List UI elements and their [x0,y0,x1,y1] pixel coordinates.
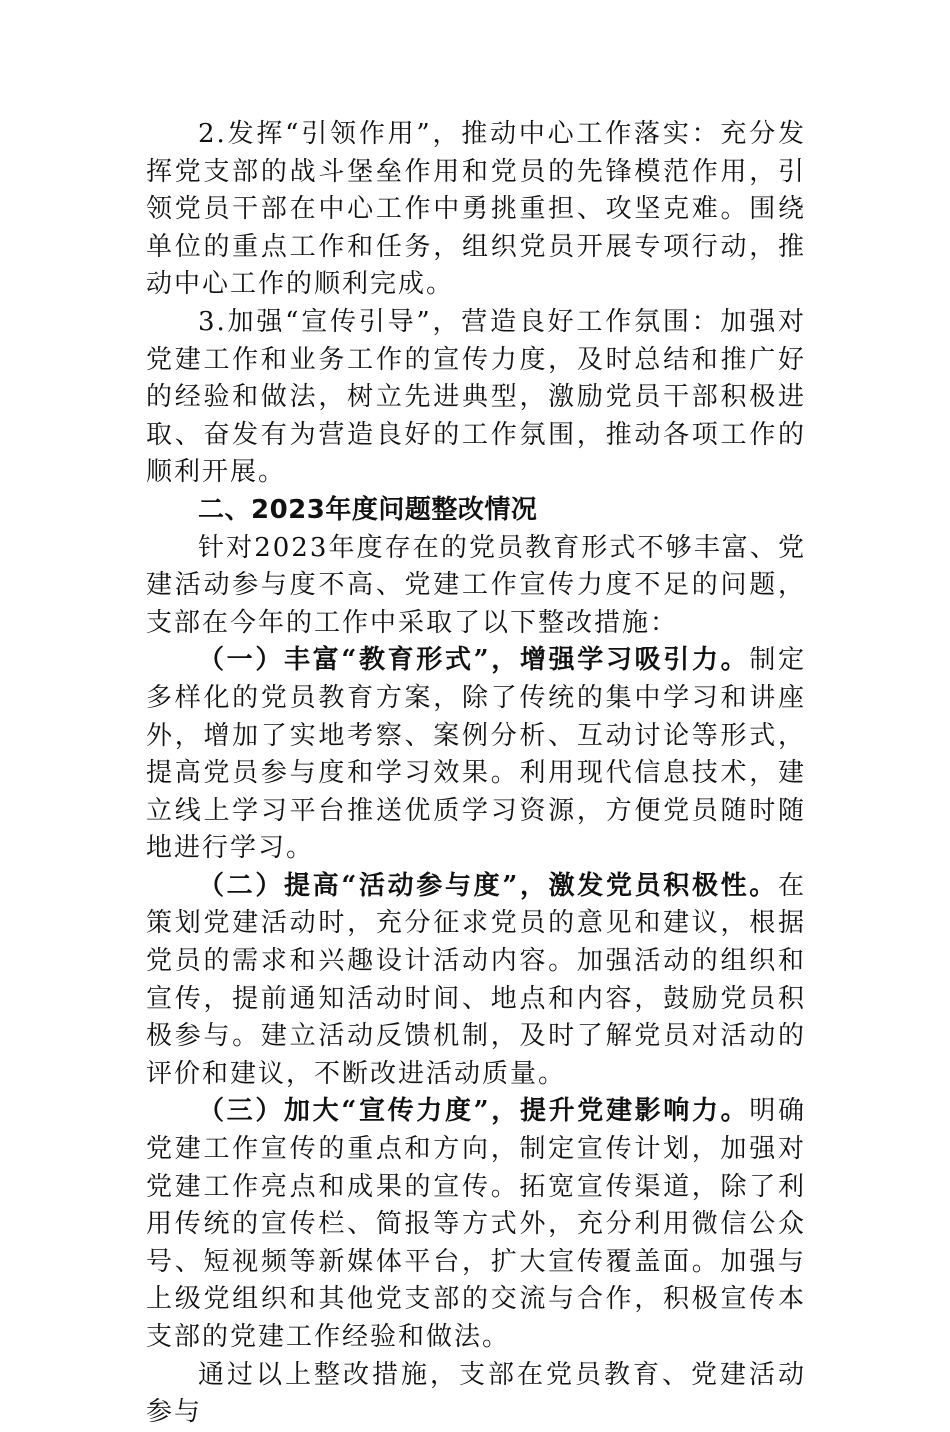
measure-paragraph-3 [146,1093,806,1356]
measure-body-1: 制定多样化的党员教育方案，除了传统的集中学习和讲座外，增加了实地考察、案例分析、互动讨论等形式，提高党员参与度和学习效果。利用现代信息技术，建立线上学习平台推送优质学习资源，方便党员随时随地进行学习。 [146,645,806,864]
measure-lead-1: （一）丰富“教育形式”，增强学习吸引力。 [198,645,750,676]
measure-lead-3: （三）加大“宣传力度”，提升党建影响力。 [198,1096,750,1127]
measure-paragraph-1 [146,642,806,868]
document-body [146,116,806,1432]
paragraph-intro: 针对2023年度存在的党员教育形式不够丰富、党建活动参与度不高、党建工作宣传力度不足的问题，支部在今年的工作中采取了以下整改措施： [146,532,806,638]
measure-body-2: 在策划党建活动时，充分征求党员的意见和建议，根据党员的需求和兴趣设计活动内容。加强活动的组织和宣传，提前通知活动时间、地点和内容，鼓励党员积极参与。建立活动反馈机制，及时了解党员对活动的评价和建议，不断改进活动质量。 [146,870,806,1089]
section-heading: 二、2023年度问题整改情况 [198,494,538,525]
measure-paragraph-2 [146,868,806,1094]
paragraph-publicity-guidance: 3.加强“宣传引导”，营造良好工作氛围：加强对党建工作和业务工作的宣传力度，及时总结和推广好的经验和做法，树立先进典型，激励党员干部积极进取、奋发有为营造良好的工作氛围，推动各项工作的顺利开展。 [146,306,806,488]
measure-body-3: 明确党建工作宣传的重点和方向，制定宣传计划，加强对党建工作亮点和成果的宣传。拓宽宣传渠道，除了利用传统的宣传栏、简报等方式外，充分利用微信公众号、短视频等新媒体平台，扩大宣传覆盖面。加强与上级党组织和其他党支部的交流与合作，积极宣传本支部的党建工作经验和做法。 [146,1096,806,1352]
paragraph-closing: 通过以上整改措施，支部在党员教育、党建活动参与 [146,1359,806,1428]
paragraph-leading-role: 2.发挥“引领作用”，推动中心工作落实：充分发挥党支部的战斗堡垒作用和党员的先锋模范作用，引领党员干部在中心工作中勇挑重担、攻坚克难。围绕单位的重点工作和任务，组织党员开展专项行动，推动中心工作的顺利完成。 [146,119,806,300]
measure-lead-2: （二）提高“活动参与度”，激发党员积极性。 [198,870,778,901]
